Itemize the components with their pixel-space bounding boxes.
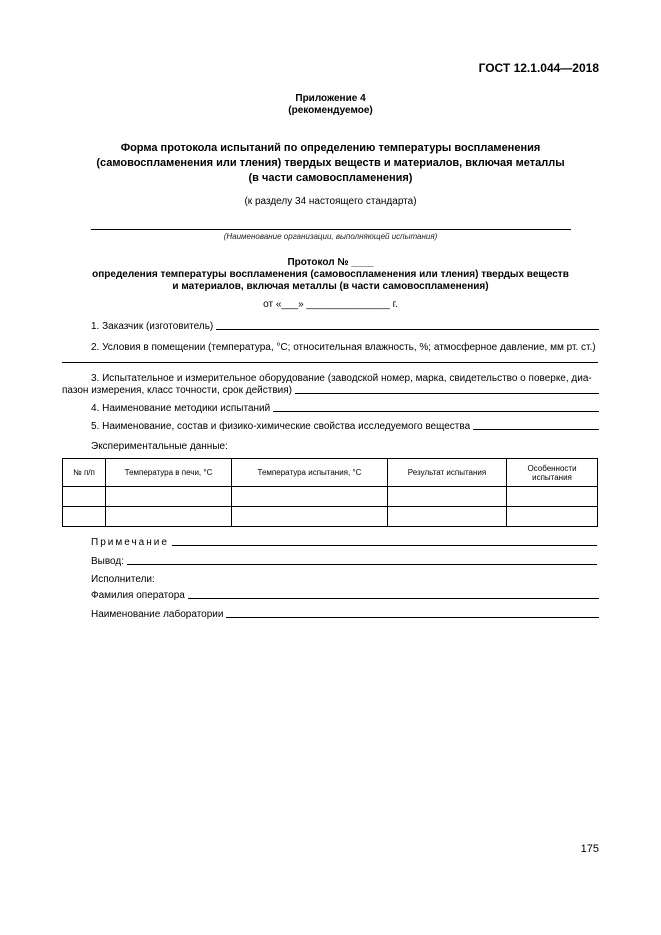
customer-label: 1. Заказчик (изготовитель) [91, 321, 214, 332]
conclusion-label: Вывод: [91, 556, 125, 567]
table-cell[interactable] [106, 507, 232, 527]
experimental-data-label: Экспериментальные данные: [91, 441, 228, 452]
method-label: 4. Наименование методики испытаний [91, 403, 271, 414]
substance-input-line[interactable] [473, 429, 599, 430]
method-input-line[interactable] [273, 411, 599, 412]
table-header-cell: Температура в печи, °С [106, 459, 232, 487]
form-title-line1: Форма протокола испытаний по определению температуры воспламенения [120, 142, 541, 154]
table-cell[interactable] [507, 507, 598, 527]
table-cell[interactable] [232, 487, 388, 507]
note-field[interactable] [91, 537, 597, 548]
protocol-title-line2: и материалов, включая металлы (в части самовоспламенения) [172, 281, 489, 292]
equipment-input-line[interactable] [295, 393, 599, 394]
organization-caption: (Наименование организации, выполняющей испытания) [223, 232, 438, 241]
organization-line[interactable] [91, 229, 571, 230]
table-header-row [63, 459, 598, 487]
equipment-label-line1: 3. Испытательное и измерительное оборудование (заводской номер, марка, свидетельство о поверке, диа- [91, 373, 592, 384]
table-cell[interactable] [507, 487, 598, 507]
operator-input-line[interactable] [188, 598, 599, 599]
laboratory-input-line[interactable] [226, 617, 599, 618]
table-cell[interactable] [63, 487, 106, 507]
table-header-cell: № п/п [63, 459, 106, 487]
table-header-cell: Температура испытания, °С [232, 459, 388, 487]
appendix-subtitle: (рекомендуемое) [288, 105, 373, 116]
table-cell[interactable] [106, 487, 232, 507]
table-row [63, 507, 598, 527]
experimental-data-table [62, 458, 598, 527]
standard-reference: (к разделу 34 настоящего стандарта) [244, 196, 417, 207]
appendix-title: Приложение 4 [295, 93, 366, 104]
laboratory-field[interactable] [91, 609, 599, 620]
table-header-cell: Результат испытания [388, 459, 507, 487]
operator-label: Фамилия оператора [91, 590, 185, 601]
conditions-label: 2. Условия в помещении (температура, °С; относительная влажность, %; атмосферное давление, мм рт. ст.) [91, 342, 596, 353]
operator-field[interactable] [91, 590, 599, 601]
substance-label: 5. Наименование, состав и физико-химические свойства исследуемого вещества [91, 421, 471, 432]
performers-label: Исполнители: [91, 574, 155, 585]
conclusion-input-line[interactable] [127, 564, 597, 565]
laboratory-label: Наименование лаборатории [91, 609, 224, 620]
conclusion-field[interactable] [91, 556, 597, 567]
method-field[interactable] [91, 403, 599, 414]
conditions-input-line[interactable] [62, 362, 598, 363]
form-title-line3: (в части самовоспламенения) [248, 172, 413, 184]
protocol-date[interactable]: от «___» _______________ г. [263, 299, 398, 310]
equipment-field[interactable] [62, 385, 599, 396]
note-input-line[interactable] [172, 545, 597, 546]
table-cell[interactable] [388, 487, 507, 507]
table-row [63, 487, 598, 507]
table-cell[interactable] [388, 507, 507, 527]
customer-field[interactable] [91, 321, 599, 332]
customer-input-line[interactable] [216, 329, 599, 330]
note-label: Примечание [91, 537, 169, 548]
table-cell[interactable] [232, 507, 388, 527]
page-number: 175 [580, 843, 599, 855]
protocol-title-line1: определения температуры воспламенения (самовоспламенения или тления) твердых веществ [92, 269, 569, 280]
document-id: ГОСТ 12.1.044—2018 [478, 61, 599, 75]
substance-field[interactable] [91, 421, 599, 432]
equipment-label-line2: пазон измерения, класс точности, срок действия) [62, 385, 292, 396]
protocol-number: Протокол № ____ [287, 257, 374, 268]
form-title-line2: (самовоспламенения или тления) твердых веществ и материалов, включая металлы [96, 157, 565, 169]
table-header-cell: Особенности испытания [507, 459, 598, 487]
table-cell[interactable] [63, 507, 106, 527]
